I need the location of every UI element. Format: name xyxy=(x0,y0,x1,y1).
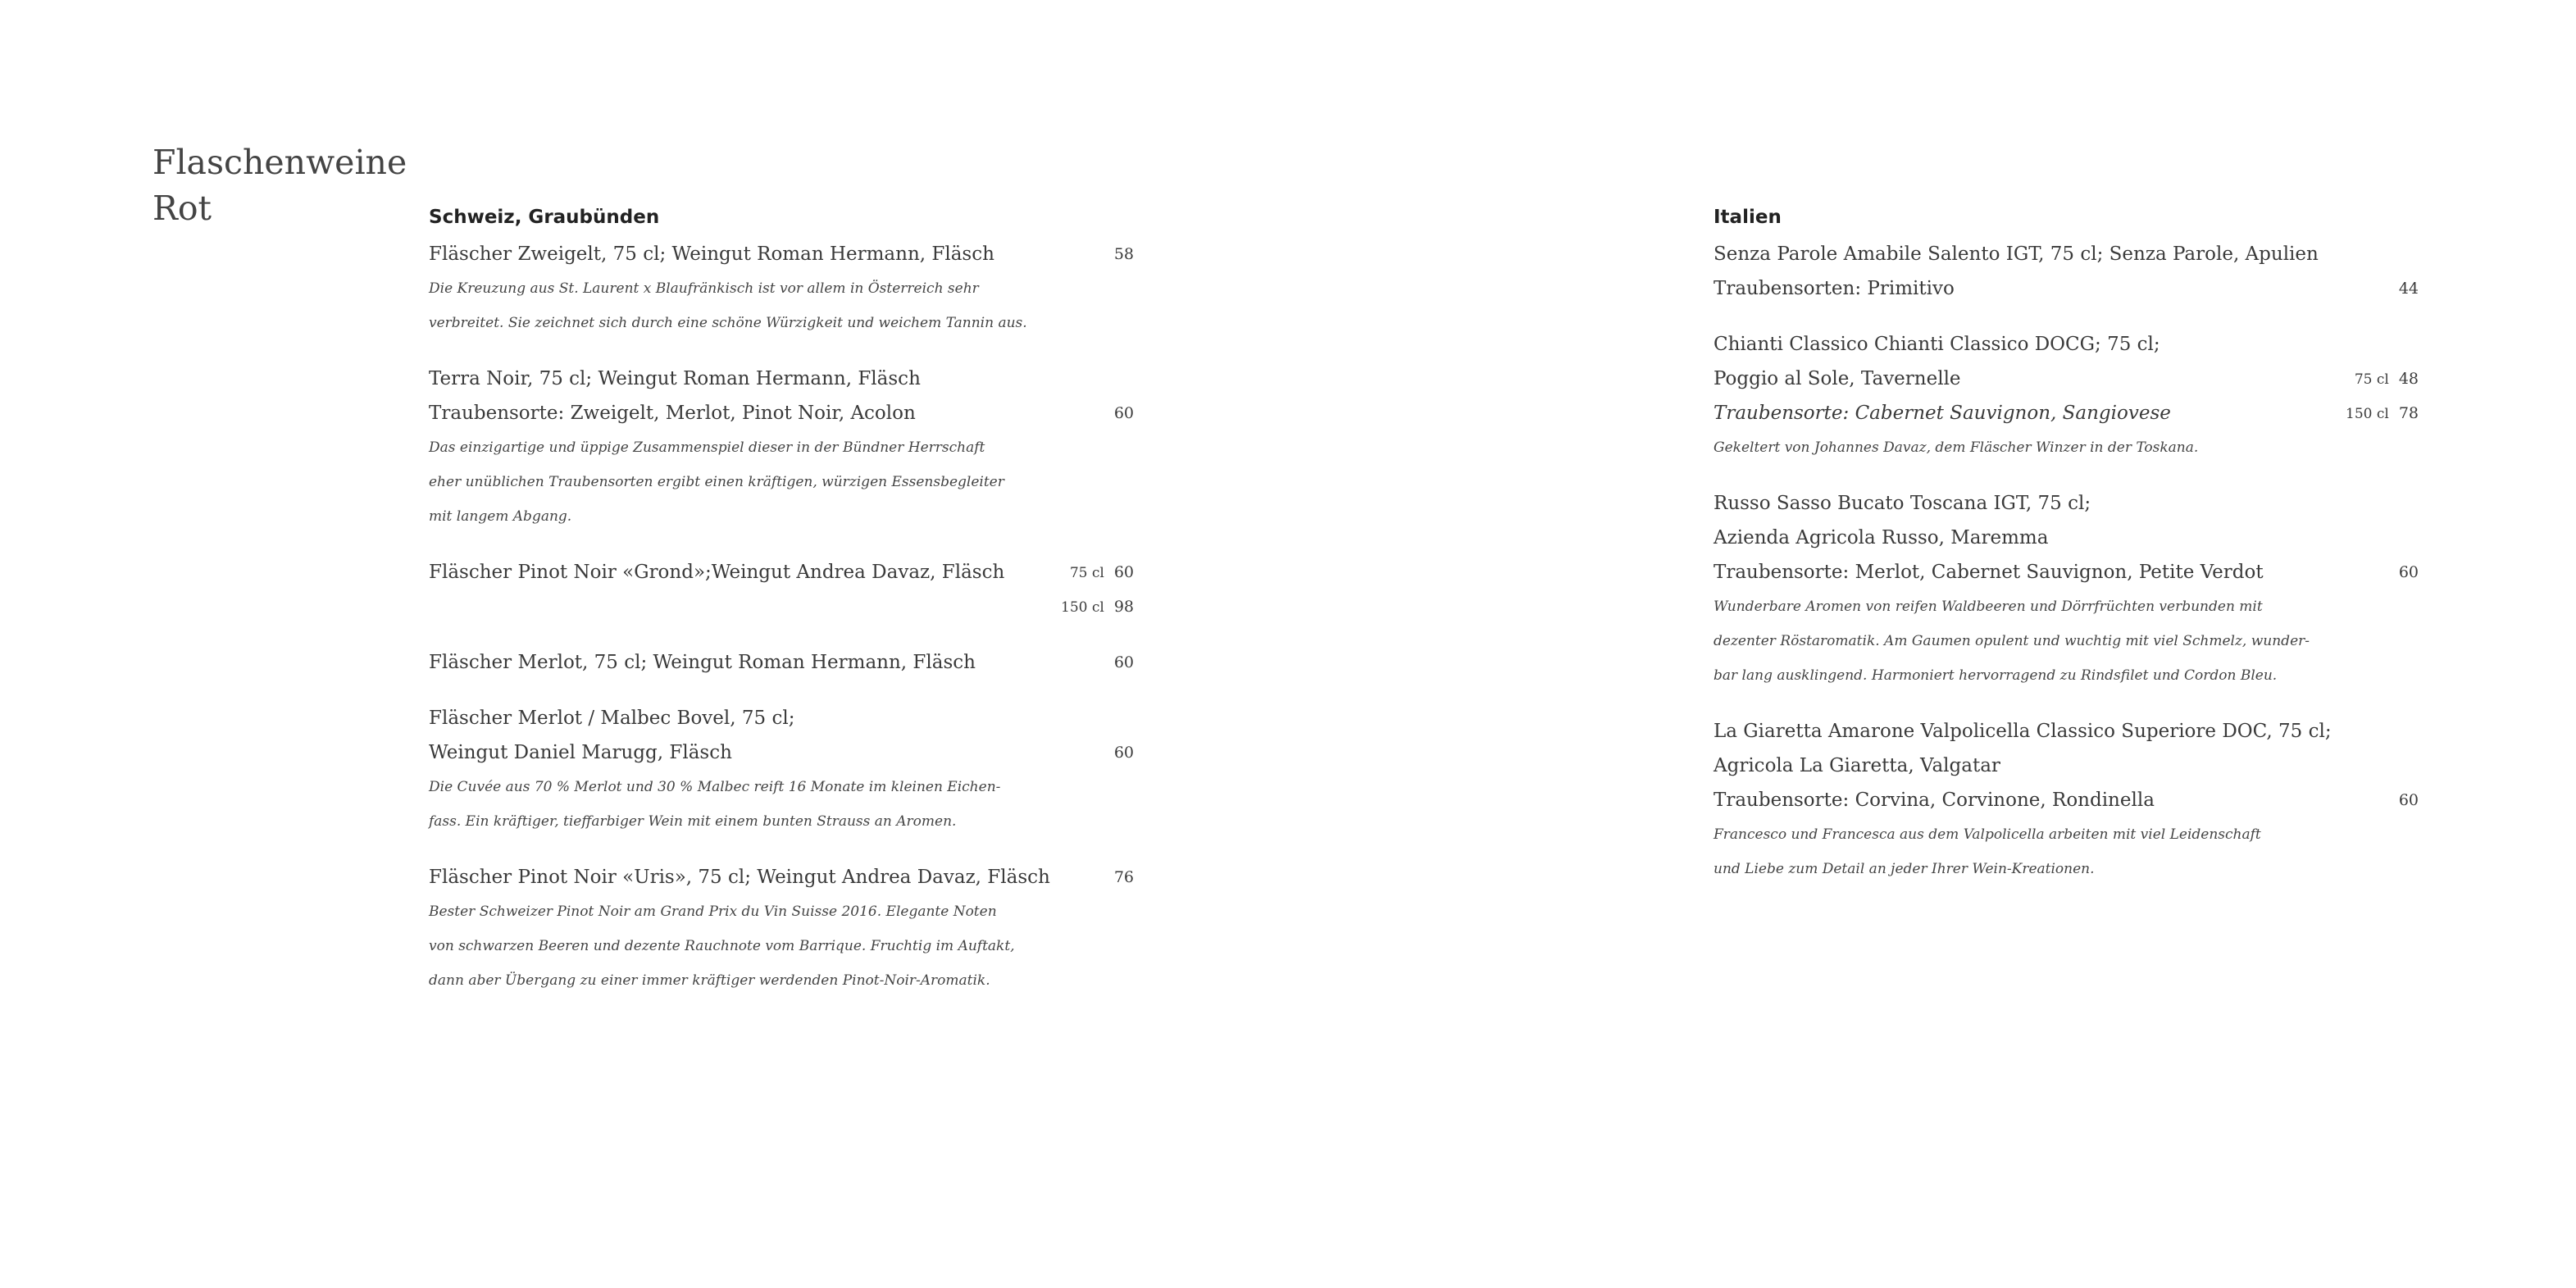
wine-line xyxy=(1714,396,2419,430)
wine-price xyxy=(1114,237,1134,271)
wine-entry xyxy=(1714,486,2419,693)
price-value: 60 xyxy=(2398,563,2419,581)
wine-text: Fläscher Merlot / Malbec Bovel, 75 cl; xyxy=(429,708,795,729)
price-value: 48 xyxy=(2398,370,2419,388)
bottle-size: 150 cl xyxy=(1061,599,1104,616)
region-heading: Italien xyxy=(1714,207,1782,228)
price-value: 58 xyxy=(1113,245,1134,263)
wine-price xyxy=(1114,735,1134,770)
wine-text: Traubensorte: Merlot, Cabernet Sauvignon, Petite Verdot xyxy=(1714,562,2264,583)
price-value: 60 xyxy=(1113,563,1134,581)
wine-line xyxy=(1714,749,2419,783)
wine-description: Die Cuvée aus 70 % Merlot und 30 % Malbec reift 16 Monate im kleinen Eichen- xyxy=(429,779,1001,795)
wine-description: und Liebe zum Detail an jeder Ihrer Wein-Kreationen. xyxy=(1714,861,2095,877)
price-value: 60 xyxy=(1113,404,1134,422)
wine-entry xyxy=(429,860,1134,998)
wine-line xyxy=(429,237,1134,271)
wine-price xyxy=(2399,555,2419,589)
wine-line xyxy=(1714,271,2419,306)
price-value: 76 xyxy=(1113,868,1134,886)
wine-text: Fläscher Merlot, 75 cl; Weingut Roman Hermann, Fläsch xyxy=(429,652,976,673)
wine-price xyxy=(2399,271,2419,306)
wine-description: Wunderbare Aromen von reifen Waldbeeren und Dörrfrüchten verbunden mit xyxy=(1714,598,2263,615)
wine-entry xyxy=(1714,327,2419,465)
region-heading: Schweiz, Graubünden xyxy=(429,207,660,228)
wine-text: Agricola La Giaretta, Valgatar xyxy=(1714,755,2000,776)
bottle-size: 75 cl xyxy=(1069,565,1104,581)
wine-text: La Giaretta Amarone Valpolicella Classico Superiore DOC, 75 cl; xyxy=(1714,721,2332,742)
wine-text: Chianti Classico Chianti Classico DOCG; 75 cl; xyxy=(1714,334,2160,355)
wine-description: Francesco und Francesca aus dem Valpolicella arbeiten mit viel Leidenschaft xyxy=(1714,826,2261,843)
price-value: 60 xyxy=(1113,744,1134,762)
wine-line xyxy=(1714,555,2419,589)
wine-text: Traubensorte: Cabernet Sauvignon, Sangiovese xyxy=(1714,403,2171,424)
wine-column-left xyxy=(429,202,1134,1019)
price-value: 98 xyxy=(1113,598,1134,616)
wine-text: Russo Sasso Bucato Toscana IGT, 75 cl; xyxy=(1714,493,2091,514)
wine-price xyxy=(1114,860,1134,894)
wine-entry xyxy=(429,362,1134,534)
wine-text: Traubensorten: Primitivo xyxy=(1714,278,1955,299)
wine-description: mit langem Abgang. xyxy=(429,508,572,525)
wine-text: Fläscher Pinot Noir «Grond»;Weingut Andrea Davaz, Fläsch xyxy=(429,562,1005,583)
wine-description: verbreitet. Sie zeichnet sich durch eine schöne Würzigkeit und weichem Tannin aus. xyxy=(429,315,1027,331)
wine-text: Azienda Agricola Russo, Maremma xyxy=(1714,527,2049,548)
wine-entry xyxy=(429,701,1134,839)
wine-description: eher unüblichen Traubensorten ergibt einen kräftigen, würzigen Essensbegleiter xyxy=(429,474,1004,490)
wine-line xyxy=(1714,783,2419,817)
wine-entry xyxy=(1714,714,2419,886)
wine-price xyxy=(2346,396,2419,431)
wine-text: Senza Parole Amabile Salento IGT, 75 cl; Senza Parole, Apulien xyxy=(1714,243,2319,265)
wine-entry xyxy=(429,645,1134,680)
wine-description: Das einzigartige und üppige Zusammenspiel dieser in der Bündner Herrschaft xyxy=(429,439,985,456)
wine-text: Fläscher Zweigelt, 75 cl; Weingut Roman Hermann, Fläsch xyxy=(429,243,994,265)
wine-line xyxy=(1714,327,2419,362)
wine-line xyxy=(429,396,1134,430)
wine-price xyxy=(1070,555,1134,590)
wine-line xyxy=(1714,521,2419,555)
price-value: 78 xyxy=(2398,404,2419,422)
wine-description: dann aber Übergang zu einer immer kräftiger werdenden Pinot-Noir-Aromatik. xyxy=(429,972,990,989)
wine-column-right xyxy=(1714,202,2419,908)
price-value: 60 xyxy=(1113,653,1134,671)
wine-line xyxy=(1714,362,2419,396)
wine-entry xyxy=(429,237,1134,340)
wine-price xyxy=(2399,783,2419,817)
wine-description: von schwarzen Beeren und dezente Rauchnote vom Barrique. Fruchtig im Auftakt, xyxy=(429,938,1015,954)
bottle-size: 75 cl xyxy=(2354,371,2389,388)
wine-line xyxy=(429,555,1134,589)
wine-entry xyxy=(1714,237,2419,306)
wine-description: Gekeltert von Johannes Davaz, dem Fläscher Winzer in der Toskana. xyxy=(1714,439,2199,456)
wine-price xyxy=(1061,589,1134,625)
wine-line xyxy=(1714,486,2419,521)
wine-line xyxy=(1714,237,2419,271)
wine-price xyxy=(2355,362,2419,397)
wine-line xyxy=(429,701,1134,735)
wine-text: Terra Noir, 75 cl; Weingut Roman Hermann, Fläsch xyxy=(429,368,921,389)
page-title-line: Flaschenweine xyxy=(152,143,407,182)
wine-line xyxy=(429,362,1134,396)
wine-line xyxy=(429,589,1134,624)
page-subtitle-line: Rot xyxy=(152,189,212,228)
wine-description: Bester Schweizer Pinot Noir am Grand Prix du Vin Suisse 2016. Elegante Noten xyxy=(429,903,997,920)
wine-entry xyxy=(429,555,1134,624)
wine-price xyxy=(1114,645,1134,680)
wine-text: Fläscher Pinot Noir «Uris», 75 cl; Weingut Andrea Davaz, Fläsch xyxy=(429,867,1050,888)
wine-line xyxy=(429,735,1134,770)
wine-description: dezenter Röstaromatik. Am Gaumen opulent und wuchtig mit viel Schmelz, wunder- xyxy=(1714,633,2310,649)
wine-text: Traubensorte: Corvina, Corvinone, Rondinella xyxy=(1714,790,2155,811)
page-title xyxy=(152,139,407,231)
wine-text: Poggio al Sole, Tavernelle xyxy=(1714,368,1961,389)
wine-text: Traubensorte: Zweigelt, Merlot, Pinot Noir, Acolon xyxy=(429,403,916,424)
wine-description: fass. Ein kräftiger, tieffarbiger Wein mit einem bunten Strauss an Aromen. xyxy=(429,813,957,830)
price-value: 44 xyxy=(2398,280,2419,298)
bottle-size: 150 cl xyxy=(2346,406,2389,422)
wine-description: Die Kreuzung aus St. Laurent x Blaufränkisch ist vor allem in Österreich sehr xyxy=(429,280,979,297)
wine-line xyxy=(429,860,1134,894)
wine-line xyxy=(429,645,1134,680)
price-value: 60 xyxy=(2398,791,2419,809)
wine-price xyxy=(1114,396,1134,430)
wine-description: bar lang ausklingend. Harmoniert hervorragend zu Rindsfilet und Cordon Bleu. xyxy=(1714,667,2278,684)
wine-line xyxy=(1714,714,2419,749)
wine-text: Weingut Daniel Marugg, Fläsch xyxy=(429,742,732,763)
